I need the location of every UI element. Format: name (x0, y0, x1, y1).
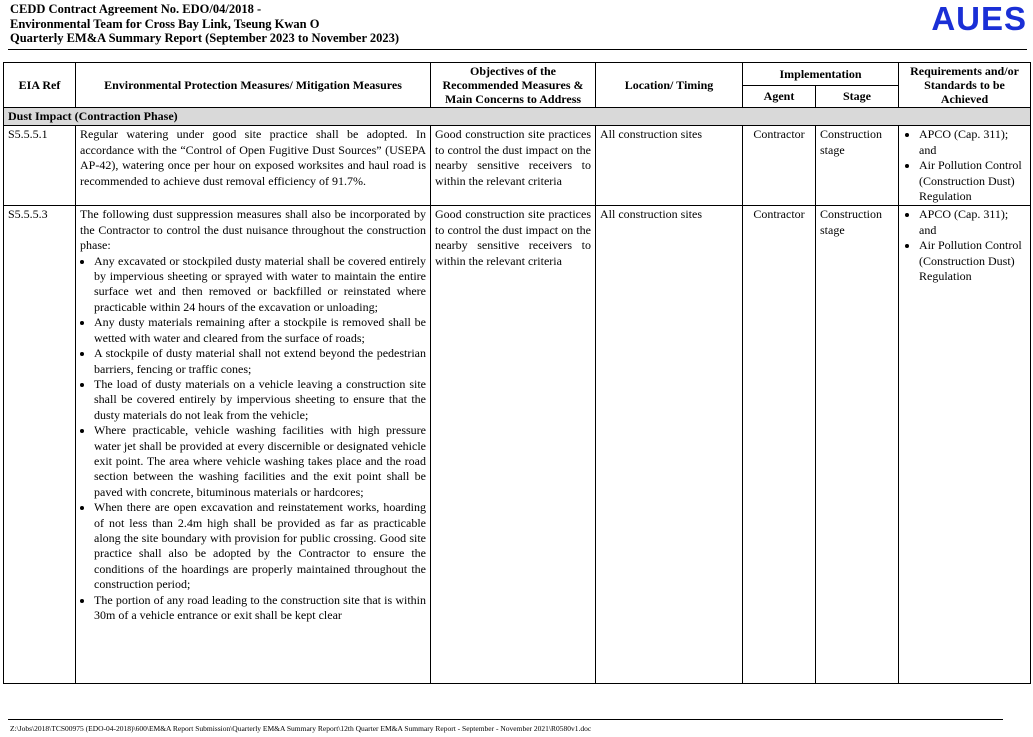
col-eia-ref: EIA Ref (4, 63, 76, 108)
col-measures: Environmental Protection Measures/ Mitigation Measures (76, 63, 431, 108)
measure-intro: The following dust suppression measures shall also be incorporated by the Contractor to control the dust nuisance throughout the construction phase: (80, 207, 426, 253)
row-stage: Construction stage (816, 126, 899, 206)
header-report-title: Quarterly EM&A Summary Report (September 2023 to November 2023) (10, 31, 400, 45)
list-item: • When there are open excavation and reinstatement works, hoarding of not less than 2.4m high shall be provided as far as practicable along the site boundary with provision for public crossing. Good site practice shall also be adopted by the Contractor to ensure the conditions of the hoardings are properly maintained throughout the construction period; (94, 500, 426, 592)
row-agent: Contractor (743, 126, 816, 206)
list-item: • Any excavated or stockpiled dusty material shall be covered entirely by impervious sheeting or sprayed with water to maintain the entire surface wet and then removed or backfilled or reinstated where practicable within 24 hours of the excavation or unloading; (94, 254, 426, 316)
col-implementation: Implementation (743, 63, 899, 86)
section-row (4, 108, 1031, 126)
mitigation-measures-table (3, 62, 1031, 684)
col-requirements: Requirements and/or Standards to be Achieved (899, 63, 1031, 108)
row-measure: Regular watering under good site practice shall be adopted. In accordance with the “Control of Open Fugitive Dust Sources” (USEPA AP-42), watering once per hour on exposed worksites and haul road is recommended to achieve dust removal efficiency of 91.7%. (76, 126, 431, 206)
requirement-item: • Air Pollution Control (Construction Dust) Regulation (919, 238, 1026, 284)
row-ref: S5.5.5.3 (4, 206, 76, 684)
requirement-item: • APCO (Cap. 311); and (919, 127, 1026, 158)
row-agent: Contractor (743, 206, 816, 684)
requirement-item: • Air Pollution Control (Construction Dust) Regulation (919, 158, 1026, 204)
row-requirements (899, 126, 1031, 206)
measure-bullet-list (80, 254, 426, 624)
row-location: All construction sites (596, 126, 743, 206)
col-location: Location/ Timing (596, 63, 743, 108)
row-objective: Good construction site practices to control the dust impact on the nearby sensitive receivers to within the relevant criteria (431, 126, 596, 206)
col-stage: Stage (816, 85, 899, 108)
header-divider (8, 49, 1027, 50)
row-objective: Good construction site practices to control the dust impact on the nearby sensitive receivers to within the relevant criteria (431, 206, 596, 684)
list-item: • Where practicable, vehicle washing facilities with high pressure water jet shall be provided at every discernible or designated vehicle exit point. The area where vehicle washing takes place and the road section between the washing facilities and the exit point shall be paved with concrete, bituminous materials or hardcores; (94, 423, 426, 500)
row-requirements (899, 206, 1031, 684)
footer-divider (8, 719, 1003, 720)
report-header (10, 2, 399, 46)
list-item: • A stockpile of dusty material shall not extend beyond the pedestrian barriers, fencing or traffic cones; (94, 346, 426, 377)
footer-file-path: Z:\Jobs\2018\TCS00975 (EDO-04-2018)\600\EM&A Report Submission\Quarterly EM&A Summary Report\12th Quarter EM&A Summary Report - September - November 2021\R0580v1.doc (10, 724, 592, 733)
table-row (4, 126, 1031, 206)
requirement-item: • APCO (Cap. 311); and (919, 207, 1026, 238)
table-header-row (4, 63, 1031, 86)
list-item: • The portion of any road leading to the construction site that is within 30m of a vehicle entrance or exit shall be kept clear (94, 593, 426, 624)
list-item: • Any dusty materials remaining after a stockpile is removed shall be wetted with water and cleared from the surface of roads; (94, 315, 426, 346)
row-ref: S5.5.5.1 (4, 126, 76, 206)
header-team: Environmental Team for Cross Bay Link, Tseung Kwan O (10, 16, 320, 31)
col-agent: Agent (743, 85, 816, 108)
header-contract: CEDD Contract Agreement No. EDO/04/2018 - (10, 2, 262, 16)
list-item: • The load of dusty materials on a vehicle leaving a construction site shall be covered entirely by impervious sheeting to ensure that the dusty materials do not leak from the vehicle; (94, 377, 426, 423)
row-measure (76, 206, 431, 684)
section-title: Dust Impact (Contraction Phase) (4, 108, 1031, 126)
col-objectives: Objectives of the Recommended Measures & Main Concerns to Address (431, 63, 596, 108)
aues-logo: AUES (931, 0, 1027, 37)
row-stage: Construction stage (816, 206, 899, 684)
row-location: All construction sites (596, 206, 743, 684)
table-row (4, 206, 1031, 684)
